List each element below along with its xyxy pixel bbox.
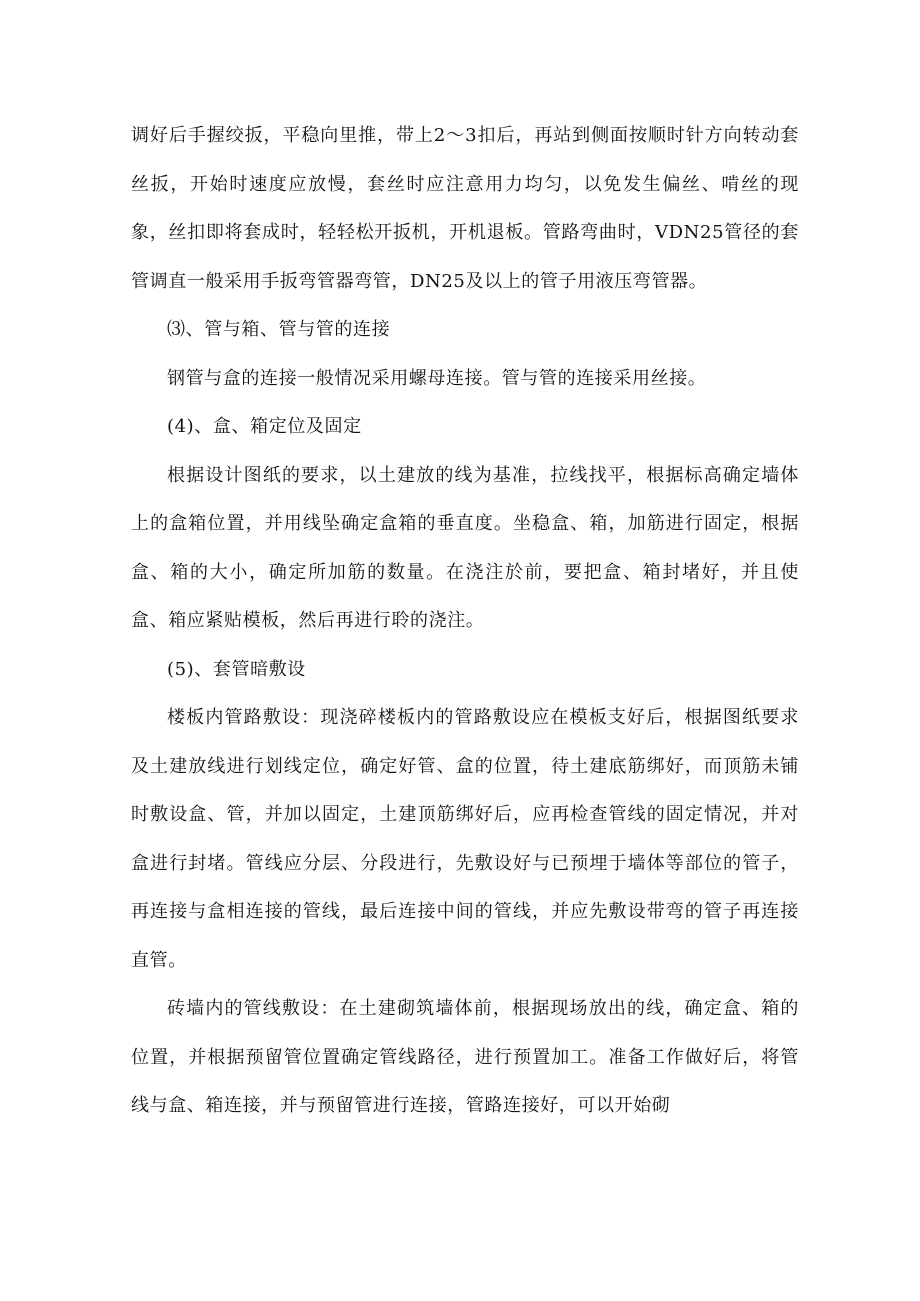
paragraph-floor-slab-conduit: 楼板内管路敷设：现浇碎楼板内的管路敷设应在模板支好后，根据图纸要求及土建放线进行划线定位，确定好管、盒的位置，待土建底筋绑好，而顶筋未铺时敷设盒、管，并加以固定，土建顶筋绑好后，应再检查管线的固定情况，并对盒进行封堵。管线应分层、分段进行，先敷设好与已预埋于墙体等部位的管子，再连接与盒相连接的管线，最后连接中间的管线，并应先敷设带弯的管子再连接直管。 xyxy=(131,707,799,971)
paragraph-threading-and-bending: 调好后手握绞扳，平稳向里推，带上2～3扣后，再站到侧面按顺时针方向转动套丝扳，开始时速度应放慢，套丝时应注意用力均匀，以免发生偏丝、啃丝的现象，丝扣即将套成时，轻轻松开扳机，开机退板。管路弯曲时，VDN25管径的套管调直一般采用手扳弯管器弯管，DN25及以上的管子用液压弯管器。 xyxy=(131,125,799,292)
heading-box-positioning: (4)、盒、箱定位及固定 xyxy=(167,416,362,437)
paragraph-box-positioning: 根据设计图纸的要求，以土建放的线为基准，拉线找平，根据标高确定墙体上的盒箱位置，并用线坠确定盒箱的垂直度。坐稳盒、箱，加筋进行固定，根据盒、箱的大小，确定所加筋的数量。在浇注於前，要把盒、箱封堵好，并且使盒、箱应紧贴模板，然后再进行聆的浇注。 xyxy=(131,464,799,631)
paragraph-pipe-box-connection: 钢管与盒的连接一般情况采用螺母连接。管与管的连接采用丝接。 xyxy=(167,367,707,389)
document-body xyxy=(131,112,799,1131)
heading-pipe-box-connection: ⑶、管与箱、管与管的连接 xyxy=(167,319,391,340)
paragraph-brick-wall-conduit: 砖墙内的管线敷设：在土建砌筑墙体前，根据现场放出的线，确定盒、箱的位置，并根据预留管位置确定管线路径，进行预置加工。准备工作做好后，将管线与盒、箱连接，并与预留管进行连接，管路连接好，可以开始砌 xyxy=(131,998,799,1116)
heading-concealed-conduit: (5)、套管暗敷设 xyxy=(167,658,306,680)
